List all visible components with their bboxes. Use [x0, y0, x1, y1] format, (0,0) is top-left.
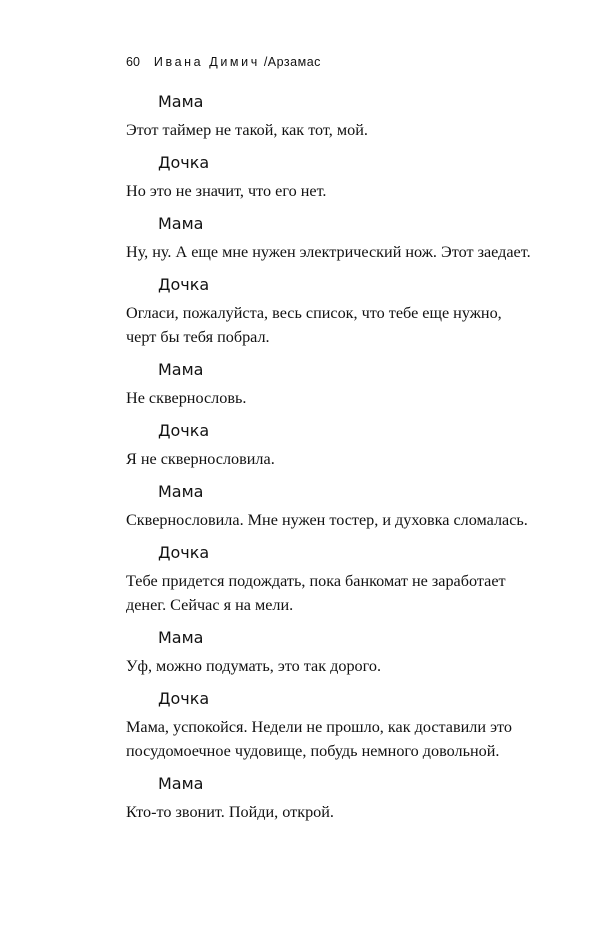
speech-line: Огласи, пожалуйста, весь список, что тебе еще нужно, [126, 304, 502, 322]
speech-line: Ну, ну. А еще мне нужен электрический нож. Этот заедает. [126, 243, 531, 261]
speaker-name: Дочка [158, 275, 210, 294]
speaker-name: Мама [158, 92, 204, 111]
speech-block [126, 360, 556, 410]
book-title: /Арзамас [263, 55, 321, 69]
speech-line: Уф, можно подумать, это так дорого. [126, 657, 382, 675]
speech-block [126, 628, 556, 678]
speech-line: Но это не значит, что его нет. [126, 182, 327, 200]
speech-block [126, 543, 556, 617]
dialogue [126, 92, 556, 824]
speech-line: Не сквернословь. [126, 389, 247, 407]
speech-line: Я не сквернословила. [126, 450, 275, 468]
speech-block [126, 214, 556, 264]
speech-block [126, 153, 556, 203]
speech-block [126, 774, 556, 824]
speech-line: денег. Сейчас я на мели. [126, 596, 294, 614]
speaker-name: Мама [158, 774, 204, 793]
running-header [126, 55, 321, 69]
speech-line: посудомоечное чудовище, побудь немного довольной. [126, 742, 500, 760]
speech-line: Тебе придется подождать, пока банкомат не заработает [126, 572, 506, 590]
speaker-name: Дочка [158, 689, 210, 708]
speech-block [126, 275, 556, 349]
speech-line: черт бы тебя побрал. [126, 328, 270, 346]
speech-line: Мама, успокойся. Недели не прошло, как доставили это [126, 718, 512, 736]
speaker-name: Мама [158, 628, 204, 647]
speaker-name: Дочка [158, 543, 210, 562]
page-number: 60 [126, 55, 140, 69]
speaker-name: Дочка [158, 421, 210, 440]
speech-block [126, 92, 556, 142]
speech-block [126, 482, 556, 532]
speaker-name: Мама [158, 482, 204, 501]
speech-line: Сквернословила. Мне нужен тостер, и духовка сломалась. [126, 511, 528, 529]
speech-line: Этот таймер не такой, как тот, мой. [126, 121, 368, 139]
speech-line: Кто-то звонит. Пойди, открой. [126, 803, 334, 821]
speaker-name: Дочка [158, 153, 210, 172]
speech-block [126, 421, 556, 471]
speaker-name: Мама [158, 360, 204, 379]
author-name: Ивана Димич [153, 55, 260, 69]
speech-block [126, 689, 556, 763]
speaker-name: Мама [158, 214, 204, 233]
